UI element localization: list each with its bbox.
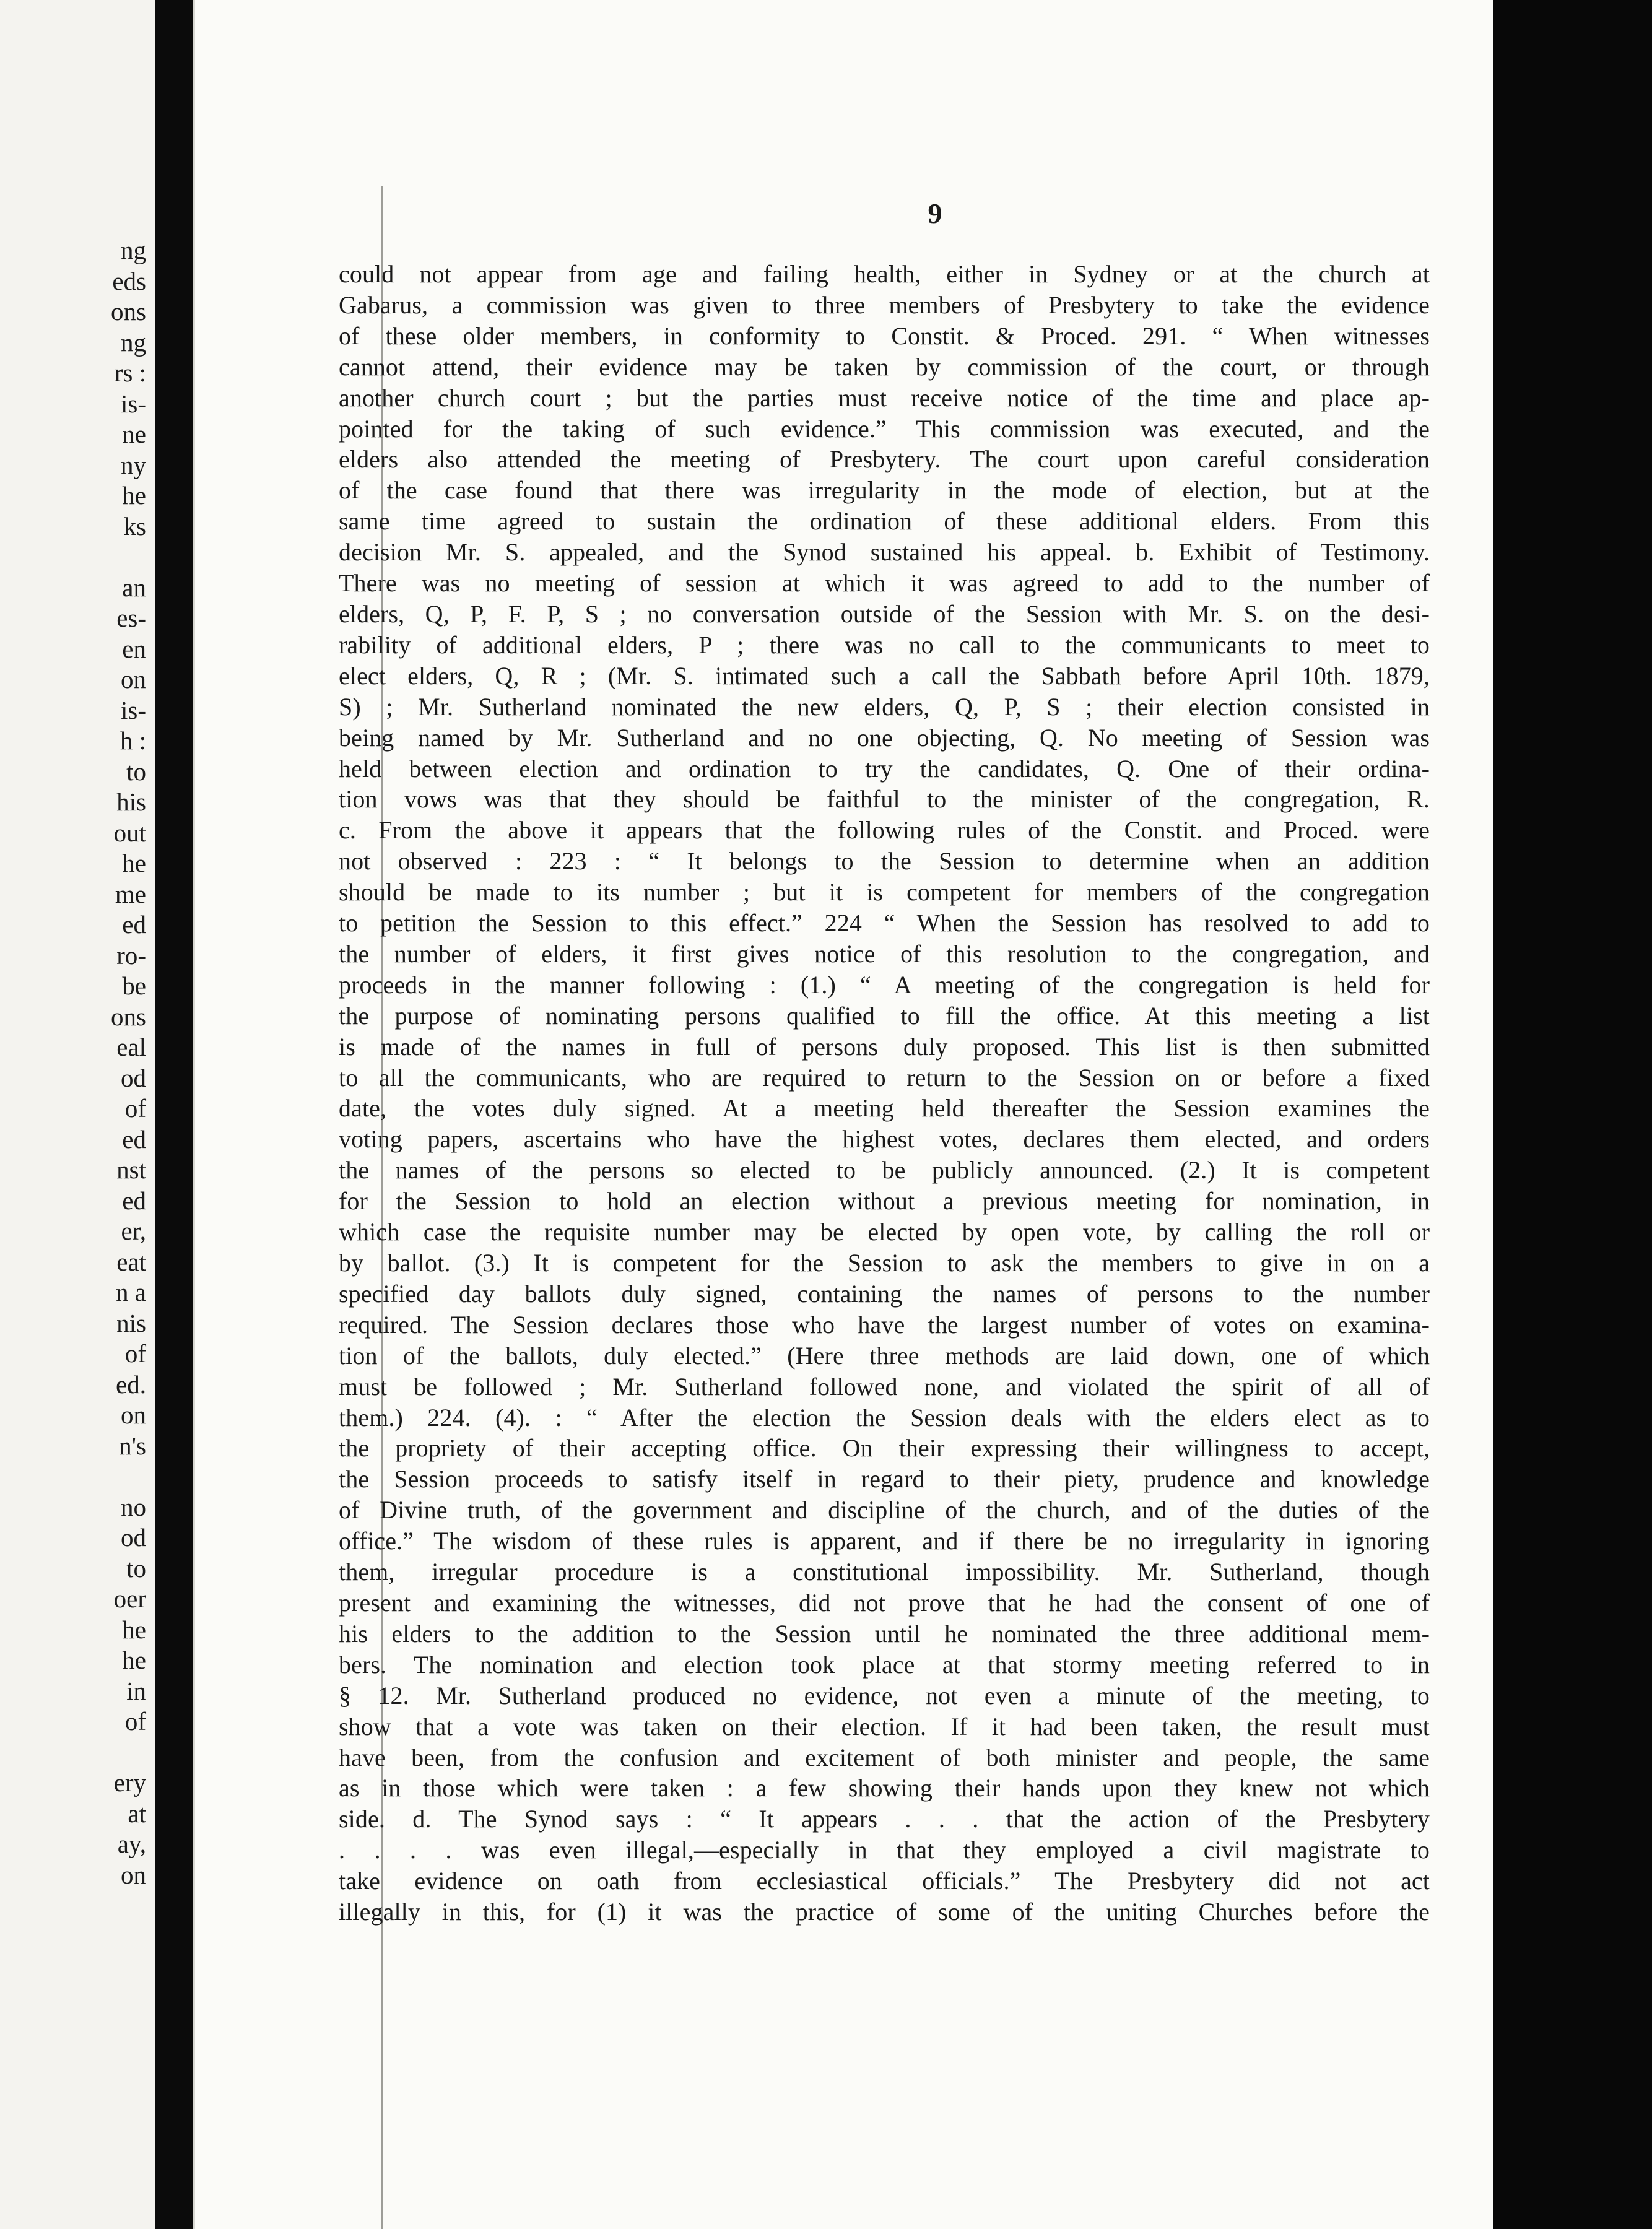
text-line: by ballot. (3.) It is competent for the Session to ask the members to give in on a xyxy=(339,1249,1430,1277)
text-line: take evidence on oath from ecclesiastical officials.” The Presbytery did not act xyxy=(339,1867,1430,1895)
text-line: not observed : 223 : “ It belongs to the Session to determine when an addition xyxy=(339,847,1430,876)
text-line: elders also attended the meeting of Presbytery. The court upon careful consideration xyxy=(339,445,1430,474)
text-line: them.) 224. (4). : “ After the election the Session deals with the elders elect as to xyxy=(339,1403,1430,1432)
text-line: the Session proceeds to satisfy itself in regard to their piety, prudence and knowledge xyxy=(339,1465,1430,1493)
text-line: decision Mr. S. appealed, and the Synod sustained his appeal. b. Exhibit of Testimony. xyxy=(339,538,1430,567)
text-line: rability of additional elders, P ; there was no call to the communicants to meet to xyxy=(339,630,1430,659)
text-line: for the Session to hold an election without a previous meeting for nomination, in xyxy=(339,1187,1430,1215)
text-line: another church court ; but the parties must receive notice of the time and place ap- xyxy=(339,383,1430,412)
text-line: elders, Q, P, F. P, S ; no conversation outside of the Session with Mr. S. on the desi- xyxy=(339,599,1430,628)
text-line: the names of the persons so elected to be publicly announced. (2.) It is competent xyxy=(339,1156,1430,1184)
text-line: illegally in this, for (1) it was the practice of some of the uniting Churches before the xyxy=(339,1898,1430,1926)
text-line: bers. The nomination and election took place at that stormy meeting referred to in xyxy=(339,1650,1430,1679)
text-line: must be followed ; Mr. Sutherland followed none, and violated the spirit of all of xyxy=(339,1372,1430,1401)
main-page xyxy=(193,0,1495,2229)
text-line: There was no meeting of session at which it was agreed to add to the number of xyxy=(339,569,1430,597)
text-line: office.” The wisdom of these rules is apparent, and if there be no irregularity in ignoring xyxy=(339,1527,1430,1555)
text-line: held between election and ordination to try the candidates, Q. One of their ordina- xyxy=(339,754,1430,783)
text-line: § 12. Mr. Sutherland produced no evidence, not even a minute of the meeting, to xyxy=(339,1681,1430,1710)
text-line: elect elders, Q, R ; (Mr. S. intimated such a call the Sabbath before April 10th. 1879, xyxy=(339,661,1430,690)
text-line: tion of the ballots, duly elected.” (Here three methods are laid down, one of which xyxy=(339,1341,1430,1370)
text-line: is made of the names in full of persons duly proposed. This list is then submitted xyxy=(339,1032,1430,1061)
text-line: c. From the above it appears that the following rules of the Constit. and Proced. were xyxy=(339,816,1430,845)
book-gutter xyxy=(155,0,193,2229)
text-line: of the case found that there was irregularity in the mode of election, but at the xyxy=(339,476,1430,505)
text-line: present and examining the witnesses, did not prove that he had the consent of one of xyxy=(339,1588,1430,1617)
text-line: the number of elders, it first gives notice of this resolution to the congregation, and xyxy=(339,939,1430,968)
text-line: specified day ballots duly signed, containing the names of persons to the number xyxy=(339,1279,1430,1308)
text-line: as in those which were taken : a few showing their hands upon they knew not which xyxy=(339,1774,1430,1802)
text-line: should be made to its number ; but it is competent for members of the congregation xyxy=(339,878,1430,906)
text-line: to petition the Session to this effect.” 224 “ When the Session has resolved to add to xyxy=(339,909,1430,937)
text-line: cannot attend, their evidence may be taken by commission of the court, or through xyxy=(339,352,1430,381)
text-line: Gabarus, a commission was given to three members of Presbytery to take the evidence xyxy=(339,290,1430,319)
text-line: show that a vote was taken on their election. If it had been taken, the result must xyxy=(339,1712,1430,1740)
text-line: side. d. The Synod says : “ It appears . . . that the action of the Presbytery xyxy=(339,1805,1430,1833)
text-line: to all the communicants, who are required to return to the Session on or before a fixed xyxy=(339,1063,1430,1092)
text-line: pointed for the taking of such evidence.” This commission was executed, and the xyxy=(339,414,1430,443)
page-number: 9 xyxy=(928,198,942,229)
text-line: of Divine truth, of the government and discipline of the church, and of the duties of the xyxy=(339,1496,1430,1524)
text-line: proceeds in the manner following : (1.) “ A meeting of the congregation is held for xyxy=(339,970,1430,999)
text-line: have been, from the confusion and excitement of both minister and people, the same xyxy=(339,1743,1430,1771)
text-line: . . . . was even illegal,—especially in that they employed a civil magistrate to xyxy=(339,1836,1430,1864)
left-page-text-fragments: ng eds ons ng rs : is- ne ny he ks an es- en on is- h : to his out he me ed ro- be ons eal od of ed nst ed er, eat n a nis of ed. on n's no od to oer he he in of ery at ay, on xyxy=(111,236,146,1889)
text-line: date, the votes duly signed. At a meeting held thereafter the Session examines the xyxy=(339,1094,1430,1123)
text-line: required. The Session declares those who have the largest number of votes on examina- xyxy=(339,1310,1430,1339)
text-line: voting papers, ascertains who have the highest votes, declares them elected, and orders xyxy=(339,1125,1430,1154)
text-line: could not appear from age and failing health, either in Sydney or at the church at xyxy=(339,260,1430,288)
text-line: S) ; Mr. Sutherland nominated the new elders, Q, P, S ; their election consisted in xyxy=(339,692,1430,721)
text-line: them, irregular procedure is a constitutional impossibility. Mr. Sutherland, though xyxy=(339,1558,1430,1586)
body-text xyxy=(339,259,1430,1927)
text-line: same time agreed to sustain the ordination of these additional elders. From this xyxy=(339,507,1430,536)
text-line: the purpose of nominating persons qualified to fill the office. At this meeting a list xyxy=(339,1001,1430,1030)
scan-background xyxy=(1493,0,1652,2229)
text-line: of these older members, in conformity to Constit. & Proced. 291. “ When witnesses xyxy=(339,321,1430,350)
text-line: the propriety of their accepting office. On their expressing their willingness to accept, xyxy=(339,1434,1430,1462)
text-line: tion vows was that they should be faithful to the minister of the congregation, R. xyxy=(339,785,1430,814)
text-line: being named by Mr. Sutherland and no one objecting, Q. No meeting of Session was xyxy=(339,723,1430,752)
text-line: which case the requisite number may be elected by open vote, by calling the roll or xyxy=(339,1218,1430,1246)
left-facing-page xyxy=(0,0,155,2229)
text-line: his elders to the addition to the Session until he nominated the three additional mem- xyxy=(339,1619,1430,1648)
